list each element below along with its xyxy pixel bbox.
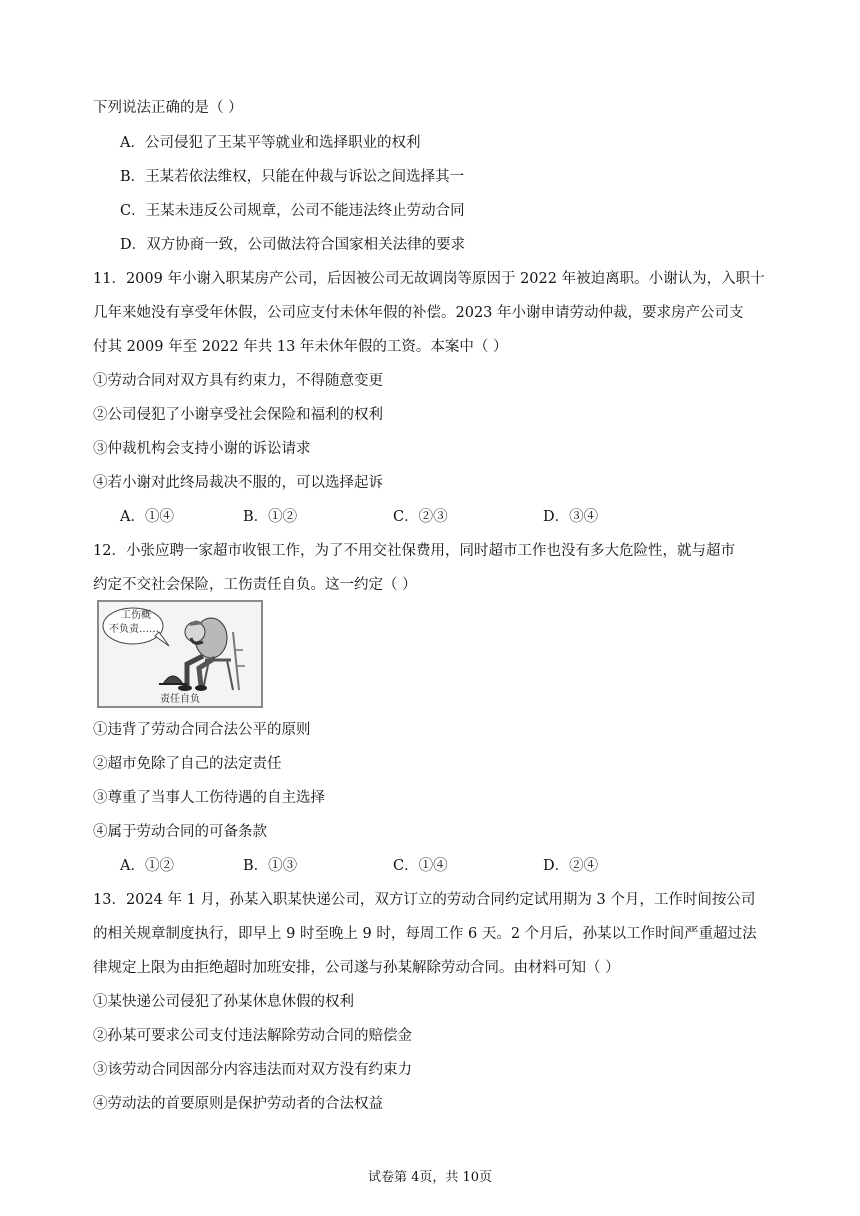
q12-statement-3: ③尊重了当事人工伤待遇的自主选择 (93, 790, 325, 806)
q11-statement-1: ①劳动合同对双方具有约束力，不得随意变更 (93, 373, 383, 389)
q11-choice-a: A．①④ (120, 509, 174, 525)
q11-choice-d: D．③④ (543, 509, 599, 525)
q13-stem-line-3: 律规定上限为由拒绝超时加班安排，公司遂与孙某解除劳动合同。由材料可知（ ） (93, 960, 620, 976)
q12-stem-line-1: 12．小张应聘一家超市收银工作，为了不用交社保费用，同时超市工作也没有多大危险性，就与超市 (93, 543, 735, 559)
q10-option-d: D．双方协商一致，公司做法符合国家相关法律的要求 (120, 237, 466, 253)
q12-stem-line-2: 约定不交社会保险，工伤责任自负。这一约定（ ） (93, 577, 417, 593)
bubble-text-line-2: 不负责…… (109, 624, 159, 635)
q13-statement-2: ②孙某可要求公司支付违法解除劳动合同的赔偿金 (93, 1028, 412, 1044)
q11-choice-c: C．②③ (393, 509, 448, 525)
q12-choice-d: D．②④ (543, 858, 599, 874)
q11-choice-b: B．①② (243, 509, 298, 525)
q11-stem-line-3: 付其 2009 年至 2022 年共 13 年未休年假的工资。本案中（ ） (93, 339, 508, 355)
q12-choice-a: A．①② (120, 858, 174, 874)
q13-statement-3: ③该劳动合同因部分内容违法而对双方没有约束力 (93, 1062, 412, 1078)
q12-choice-c: C．①④ (393, 858, 448, 874)
figure-caption: 责任自负 (160, 694, 200, 705)
q12-statement-4: ④属于劳动合同的可备条款 (93, 824, 267, 840)
q12-statement-2: ②超市免除了自己的法定责任 (93, 756, 282, 772)
q12-choice-b: B．①③ (243, 858, 298, 874)
q11-statement-3: ③仲裁机构会支持小谢的诉讼请求 (93, 441, 311, 457)
q11-statement-2: ②公司侵犯了小谢享受社会保险和福利的权利 (93, 407, 383, 423)
q13-stem-line-1: 13．2024 年 1 月，孙某入职某快递公司，双方订立的劳动合同约定试用期为 3 个月，工作时间按公司 (93, 892, 756, 908)
q10-stem: 下列说法正确的是（ ） (93, 100, 243, 116)
page-footer: 试卷第 4页，共 10页 (367, 1170, 493, 1185)
bubble-text-line-1: 工伤概 (121, 610, 151, 621)
q13-stem-line-2: 的相关规章制度执行，即早上 9 时至晚上 9 时，每周工作 6 天。2 个月后，孙某以工作时间严重超过法 (93, 926, 757, 942)
q11-stem-line-1: 11．2009 年小谢入职某房产公司，后因被公司无故调岗等原因于 2022 年被迫离职。小谢认为，入职十 (93, 271, 765, 287)
cartoon-figure (97, 600, 263, 708)
q11-stem-line-2: 几年来她没有享受年休假，公司应支付未休年假的补偿。2023 年小谢申请劳动仲裁，要求房产公司支 (93, 305, 744, 321)
q11-statement-4: ④若小谢对此终局裁决不服的，可以选择起诉 (93, 475, 383, 491)
q10-option-b: B．王某若依法维权，只能在仲裁与诉讼之间选择其一 (120, 169, 465, 185)
q12-statement-1: ①违背了劳动合同合法公平的原则 (93, 722, 311, 738)
q13-statement-4: ④劳动法的首要原则是保护劳动者的合法权益 (93, 1096, 383, 1112)
q10-option-a: A．公司侵犯了王某平等就业和选择职业的权利 (120, 135, 421, 151)
q10-option-c: C．王某未违反公司规章，公司不能违法终止劳动合同 (120, 203, 465, 219)
q13-statement-1: ①某快递公司侵犯了孙某休息休假的权利 (93, 994, 354, 1010)
